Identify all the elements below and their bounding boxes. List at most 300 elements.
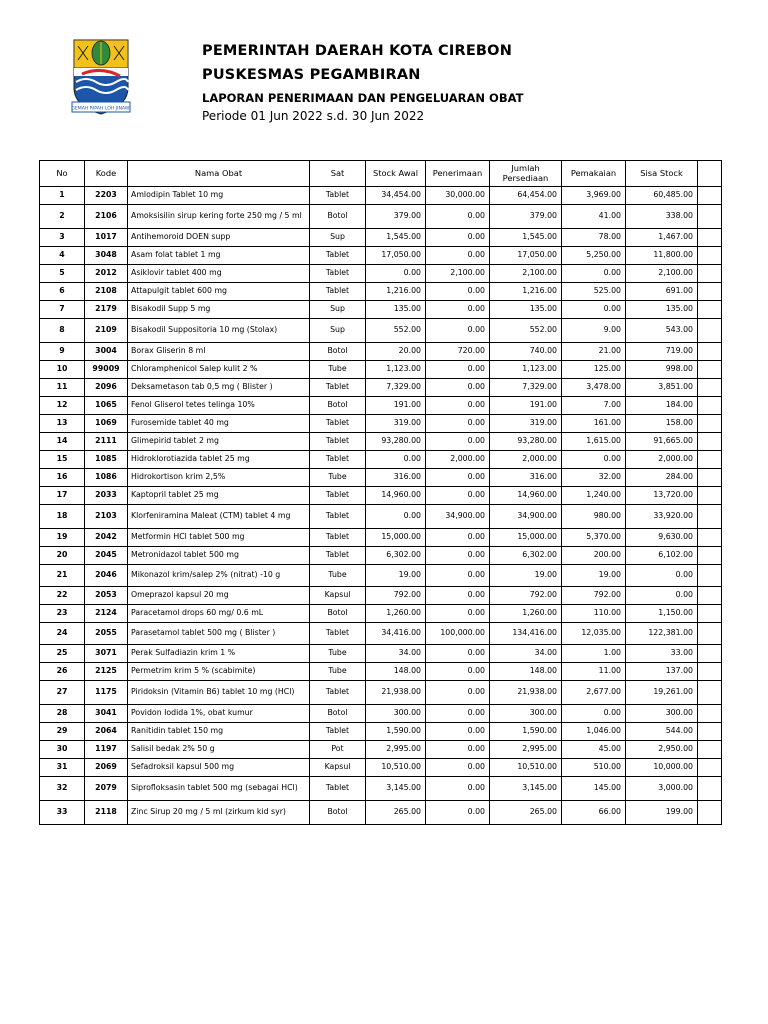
sisa-stock-cell: 122,381.00 [626,623,698,645]
drug-code-cell: 1065 [85,397,128,415]
drug-name-cell: Zinc Sirup 20 mg / 5 ml (zirkum kid syr) [128,801,310,825]
penerimaan-cell: 0.00 [426,741,490,759]
drug-name-cell: Borax Gliserin 8 ml [128,343,310,361]
row-number-cell: 2 [40,205,85,229]
empty-cell [698,623,722,645]
column-header: Nama Obat [128,161,310,187]
pemakaian-cell: 792.00 [562,587,626,605]
unit-cell: Tablet [310,187,366,205]
empty-cell [698,529,722,547]
empty-cell [698,605,722,623]
empty-cell [698,645,722,663]
unit-cell: Tablet [310,505,366,529]
row-number-cell: 24 [40,623,85,645]
stock-awal-cell: 0.00 [366,451,426,469]
table-row [40,505,722,529]
pemakaian-cell: 2,677.00 [562,681,626,705]
drug-code-cell: 99009 [85,361,128,379]
jumlah-persediaan-cell: 1,545.00 [490,229,562,247]
jumlah-persediaan-cell: 19.00 [490,565,562,587]
jumlah-persediaan-cell: 134,416.00 [490,623,562,645]
jumlah-persediaan-cell: 148.00 [490,663,562,681]
sisa-stock-cell: 338.00 [626,205,698,229]
empty-cell [698,777,722,801]
table-row [40,801,722,825]
unit-cell: Botol [310,605,366,623]
jumlah-persediaan-cell: 6,302.00 [490,547,562,565]
sisa-stock-cell: 719.00 [626,343,698,361]
column-header: Penerimaan [426,161,490,187]
sisa-stock-cell: 2,000.00 [626,451,698,469]
pemakaian-cell: 525.00 [562,283,626,301]
empty-cell [698,205,722,229]
drug-code-cell: 2108 [85,283,128,301]
pemakaian-cell: 32.00 [562,469,626,487]
empty-cell [698,433,722,451]
jumlah-persediaan-cell: 740.00 [490,343,562,361]
drug-name-cell: Asiklovir tablet 400 mg [128,265,310,283]
column-header: Sisa Stock [626,161,698,187]
penerimaan-cell: 0.00 [426,759,490,777]
empty-cell [698,547,722,565]
jumlah-persediaan-cell: 3,145.00 [490,777,562,801]
pemakaian-cell: 45.00 [562,741,626,759]
sisa-stock-cell: 33.00 [626,645,698,663]
stock-awal-cell: 2,995.00 [366,741,426,759]
drug-name-cell: Hidroklorotiazida tablet 25 mg [128,451,310,469]
stock-awal-cell: 21,938.00 [366,681,426,705]
drug-name-cell: Glimepirid tablet 2 mg [128,433,310,451]
jumlah-persediaan-cell: 34,900.00 [490,505,562,529]
unit-cell: Botol [310,343,366,361]
pemakaian-cell: 0.00 [562,451,626,469]
row-number-cell: 22 [40,587,85,605]
drug-code-cell: 2124 [85,605,128,623]
table-row [40,301,722,319]
empty-cell [698,705,722,723]
table-row [40,361,722,379]
empty-cell [698,565,722,587]
pemakaian-cell: 19.00 [562,565,626,587]
sisa-stock-cell: 13,720.00 [626,487,698,505]
stock-awal-cell: 3,145.00 [366,777,426,801]
table-row [40,663,722,681]
table-row [40,741,722,759]
sisa-stock-cell: 3,851.00 [626,379,698,397]
unit-cell: Tablet [310,777,366,801]
medicine-report-table [39,160,722,825]
jumlah-persediaan-cell: 64,454.00 [490,187,562,205]
table-row [40,247,722,265]
pemakaian-cell: 145.00 [562,777,626,801]
empty-cell [698,487,722,505]
penerimaan-cell: 30,000.00 [426,187,490,205]
jumlah-persediaan-cell: 14,960.00 [490,487,562,505]
row-number-cell: 12 [40,397,85,415]
sisa-stock-cell: 11,800.00 [626,247,698,265]
drug-code-cell: 1017 [85,229,128,247]
sisa-stock-cell: 300.00 [626,705,698,723]
unit-cell: Sup [310,319,366,343]
stock-awal-cell: 379.00 [366,205,426,229]
drug-name-cell: Hidrokortison krim 2,5% [128,469,310,487]
empty-cell [698,397,722,415]
pemakaian-cell: 5,370.00 [562,529,626,547]
column-header: Kode [85,161,128,187]
table-row [40,759,722,777]
drug-code-cell: 2053 [85,587,128,605]
drug-name-cell: Omeprazol kapsul 20 mg [128,587,310,605]
row-number-cell: 10 [40,361,85,379]
row-number-cell: 11 [40,379,85,397]
row-number-cell: 15 [40,451,85,469]
drug-name-cell: Asam folat tablet 1 mg [128,247,310,265]
row-number-cell: 23 [40,605,85,623]
sisa-stock-cell: 0.00 [626,565,698,587]
jumlah-persediaan-cell: 17,050.00 [490,247,562,265]
pemakaian-cell: 1,046.00 [562,723,626,741]
sisa-stock-cell: 691.00 [626,283,698,301]
empty-cell [698,229,722,247]
penerimaan-cell: 2,100.00 [426,265,490,283]
pemakaian-cell: 5,250.00 [562,247,626,265]
empty-cell [698,451,722,469]
penerimaan-cell: 0.00 [426,681,490,705]
unit-cell: Kapsul [310,587,366,605]
unit-cell: Botol [310,705,366,723]
drug-code-cell: 2033 [85,487,128,505]
penerimaan-cell: 0.00 [426,397,490,415]
stock-awal-cell: 34,416.00 [366,623,426,645]
drug-name-cell: Povidon Iodida 1%, obat kumur [128,705,310,723]
drug-name-cell: Bisakodil Suppositoria 10 mg (Stolax) [128,319,310,343]
pemakaian-cell: 200.00 [562,547,626,565]
unit-cell: Sup [310,301,366,319]
empty-cell [698,587,722,605]
jumlah-persediaan-cell: 1,123.00 [490,361,562,379]
pemakaian-cell: 510.00 [562,759,626,777]
stock-awal-cell: 0.00 [366,265,426,283]
table-row [40,587,722,605]
row-number-cell: 21 [40,565,85,587]
drug-name-cell: Metformin HCl tablet 500 mg [128,529,310,547]
table-row [40,433,722,451]
row-number-cell: 4 [40,247,85,265]
drug-name-cell: Mikonazol krim/salep 2% (nitrat) -10 g [128,565,310,587]
sisa-stock-cell: 543.00 [626,319,698,343]
stock-awal-cell: 1,545.00 [366,229,426,247]
unit-cell: Tablet [310,547,366,565]
drug-code-cell: 1175 [85,681,128,705]
unit-cell: Kapsul [310,759,366,777]
pemakaian-cell: 161.00 [562,415,626,433]
drug-code-cell: 2079 [85,777,128,801]
unit-cell: Sup [310,229,366,247]
penerimaan-cell: 100,000.00 [426,623,490,645]
column-header: Jumlah Persediaan [490,161,562,187]
drug-name-cell: Siprofloksasin tablet 500 mg (sebagai HCl) [128,777,310,801]
stock-awal-cell: 14,960.00 [366,487,426,505]
unit-cell: Tablet [310,415,366,433]
penerimaan-cell: 0.00 [426,529,490,547]
pemakaian-cell: 11.00 [562,663,626,681]
pemakaian-cell: 12,035.00 [562,623,626,645]
row-number-cell: 29 [40,723,85,741]
table-row [40,283,722,301]
penerimaan-cell: 0.00 [426,229,490,247]
sisa-stock-cell: 6,102.00 [626,547,698,565]
stock-awal-cell: 1,216.00 [366,283,426,301]
empty-cell [698,759,722,777]
table-row [40,205,722,229]
drug-code-cell: 3071 [85,645,128,663]
drug-name-cell: Salisil bedak 2% 50 g [128,741,310,759]
penerimaan-cell: 0.00 [426,247,490,265]
table-row [40,265,722,283]
stock-awal-cell: 191.00 [366,397,426,415]
pemakaian-cell: 41.00 [562,205,626,229]
drug-code-cell: 2125 [85,663,128,681]
sisa-stock-cell: 2,100.00 [626,265,698,283]
row-number-cell: 30 [40,741,85,759]
table-row [40,379,722,397]
drug-name-cell: Klorfeniramina Maleat (CTM) tablet 4 mg [128,505,310,529]
stock-awal-cell: 1,590.00 [366,723,426,741]
empty-cell [698,415,722,433]
row-number-cell: 9 [40,343,85,361]
row-number-cell: 20 [40,547,85,565]
drug-name-cell: Sefadroksil kapsul 500 mg [128,759,310,777]
stock-awal-cell: 10,510.00 [366,759,426,777]
sisa-stock-cell: 137.00 [626,663,698,681]
table-row [40,469,722,487]
column-header: Pemakaian [562,161,626,187]
stock-awal-cell: 19.00 [366,565,426,587]
row-number-cell: 33 [40,801,85,825]
drug-name-cell: Kaptopril tablet 25 mg [128,487,310,505]
stock-awal-cell: 6,302.00 [366,547,426,565]
jumlah-persediaan-cell: 15,000.00 [490,529,562,547]
drug-code-cell: 2096 [85,379,128,397]
government-title: PEMERINTAH DAERAH KOTA CIREBON [202,43,513,59]
penerimaan-cell: 0.00 [426,361,490,379]
table-body [40,187,722,825]
penerimaan-cell: 0.00 [426,801,490,825]
table-row [40,723,722,741]
stock-awal-cell: 300.00 [366,705,426,723]
penerimaan-cell: 0.00 [426,283,490,301]
unit-cell: Botol [310,397,366,415]
sisa-stock-cell: 60,485.00 [626,187,698,205]
empty-cell [698,265,722,283]
table-row [40,605,722,623]
stock-awal-cell: 93,280.00 [366,433,426,451]
jumlah-persediaan-cell: 265.00 [490,801,562,825]
pemakaian-cell: 7.00 [562,397,626,415]
unit-cell: Botol [310,205,366,229]
jumlah-persediaan-cell: 300.00 [490,705,562,723]
drug-name-cell: Paracetamol drops 60 mg/ 0.6 mL [128,605,310,623]
unit-cell: Tablet [310,681,366,705]
table-row [40,319,722,343]
penerimaan-cell: 0.00 [426,433,490,451]
empty-cell [698,723,722,741]
empty-cell [698,187,722,205]
penerimaan-cell: 0.00 [426,565,490,587]
drug-code-cell: 2179 [85,301,128,319]
row-number-cell: 25 [40,645,85,663]
jumlah-persediaan-cell: 21,938.00 [490,681,562,705]
row-number-cell: 31 [40,759,85,777]
drug-name-cell: Fenol Gliserol tetes telinga 10% [128,397,310,415]
drug-name-cell: Perak Sulfadiazin krim 1 % [128,645,310,663]
sisa-stock-cell: 1,467.00 [626,229,698,247]
empty-cell [698,801,722,825]
unit-cell: Tablet [310,283,366,301]
drug-code-cell: 2103 [85,505,128,529]
unit-cell: Tablet [310,723,366,741]
drug-name-cell: Ranitidin tablet 150 mg [128,723,310,741]
drug-name-cell: Parasetamol tablet 500 mg ( Blister ) [128,623,310,645]
stock-awal-cell: 34,454.00 [366,187,426,205]
empty-cell [698,319,722,343]
table-row [40,187,722,205]
drug-code-cell: 1197 [85,741,128,759]
unit-cell: Botol [310,801,366,825]
drug-code-cell: 2045 [85,547,128,565]
penerimaan-cell: 0.00 [426,605,490,623]
jumlah-persediaan-cell: 379.00 [490,205,562,229]
empty-cell [698,283,722,301]
empty-cell [698,469,722,487]
stock-awal-cell: 148.00 [366,663,426,681]
drug-name-cell: Deksametason tab 0,5 mg ( Blister ) [128,379,310,397]
stock-awal-cell: 7,329.00 [366,379,426,397]
jumlah-persediaan-cell: 319.00 [490,415,562,433]
unit-cell: Tablet [310,487,366,505]
jumlah-persediaan-cell: 316.00 [490,469,562,487]
pemakaian-cell: 9.00 [562,319,626,343]
unit-cell: Tablet [310,265,366,283]
drug-code-cell: 3048 [85,247,128,265]
jumlah-persediaan-cell: 34.00 [490,645,562,663]
drug-code-cell: 2055 [85,623,128,645]
logo-motto: GEMAH RIPAH LOH JINAWI [71,106,131,112]
table-row [40,681,722,705]
sisa-stock-cell: 135.00 [626,301,698,319]
row-number-cell: 28 [40,705,85,723]
row-number-cell: 8 [40,319,85,343]
unit-cell: Tube [310,663,366,681]
column-header: No [40,161,85,187]
empty-cell [698,301,722,319]
table-row [40,229,722,247]
drug-code-cell: 2064 [85,723,128,741]
row-number-cell: 27 [40,681,85,705]
drug-code-cell: 2046 [85,565,128,587]
pemakaian-cell: 1.00 [562,645,626,663]
stock-awal-cell: 1,123.00 [366,361,426,379]
stock-awal-cell: 316.00 [366,469,426,487]
pemakaian-cell: 66.00 [562,801,626,825]
sisa-stock-cell: 544.00 [626,723,698,741]
row-number-cell: 7 [40,301,85,319]
report-title: LAPORAN PENERIMAAN DAN PENGELUARAN OBAT [202,91,524,105]
jumlah-persediaan-cell: 2,995.00 [490,741,562,759]
row-number-cell: 3 [40,229,85,247]
pemakaian-cell: 78.00 [562,229,626,247]
empty-cell [698,247,722,265]
pemakaian-cell: 1,240.00 [562,487,626,505]
stock-awal-cell: 552.00 [366,319,426,343]
empty-cell [698,343,722,361]
pemakaian-cell: 21.00 [562,343,626,361]
unit-cell: Tablet [310,433,366,451]
penerimaan-cell: 0.00 [426,777,490,801]
drug-code-cell: 3004 [85,343,128,361]
stock-awal-cell: 17,050.00 [366,247,426,265]
drug-code-cell: 1086 [85,469,128,487]
penerimaan-cell: 0.00 [426,487,490,505]
penerimaan-cell: 0.00 [426,645,490,663]
pemakaian-cell: 1,615.00 [562,433,626,451]
unit-cell: Tube [310,361,366,379]
sisa-stock-cell: 284.00 [626,469,698,487]
drug-code-cell: 3041 [85,705,128,723]
empty-cell [698,741,722,759]
sisa-stock-cell: 19,261.00 [626,681,698,705]
sisa-stock-cell: 2,950.00 [626,741,698,759]
jumlah-persediaan-cell: 1,216.00 [490,283,562,301]
drug-name-cell: Amoksisilin sirup kering forte 250 mg / 5 ml [128,205,310,229]
sisa-stock-cell: 33,920.00 [626,505,698,529]
column-header: Stock Awal [366,161,426,187]
sisa-stock-cell: 9,630.00 [626,529,698,547]
sisa-stock-cell: 158.00 [626,415,698,433]
jumlah-persediaan-cell: 792.00 [490,587,562,605]
jumlah-persediaan-cell: 135.00 [490,301,562,319]
penerimaan-cell: 0.00 [426,705,490,723]
drug-code-cell: 2203 [85,187,128,205]
jumlah-persediaan-cell: 2,100.00 [490,265,562,283]
empty-cell [698,505,722,529]
pemakaian-cell: 0.00 [562,265,626,283]
empty-cell [698,681,722,705]
row-number-cell: 5 [40,265,85,283]
stock-awal-cell: 20.00 [366,343,426,361]
drug-name-cell: Piridoksin (Vitamin B6) tablet 10 mg (HCl) [128,681,310,705]
jumlah-persediaan-cell: 2,000.00 [490,451,562,469]
pemakaian-cell: 980.00 [562,505,626,529]
report-period: Periode 01 Jun 2022 s.d. 30 Jun 2022 [202,109,425,123]
table-row [40,645,722,663]
unit-cell: Pot [310,741,366,759]
pemakaian-cell: 125.00 [562,361,626,379]
jumlah-persediaan-cell: 10,510.00 [490,759,562,777]
table-row [40,343,722,361]
drug-name-cell: Amlodipin Tablet 10 mg [128,187,310,205]
penerimaan-cell: 0.00 [426,547,490,565]
penerimaan-cell: 0.00 [426,301,490,319]
empty-cell [698,361,722,379]
stock-awal-cell: 319.00 [366,415,426,433]
stock-awal-cell: 34.00 [366,645,426,663]
drug-code-cell: 1069 [85,415,128,433]
table-row [40,565,722,587]
sisa-stock-cell: 10,000.00 [626,759,698,777]
jumlah-persediaan-cell: 191.00 [490,397,562,415]
table-row [40,487,722,505]
